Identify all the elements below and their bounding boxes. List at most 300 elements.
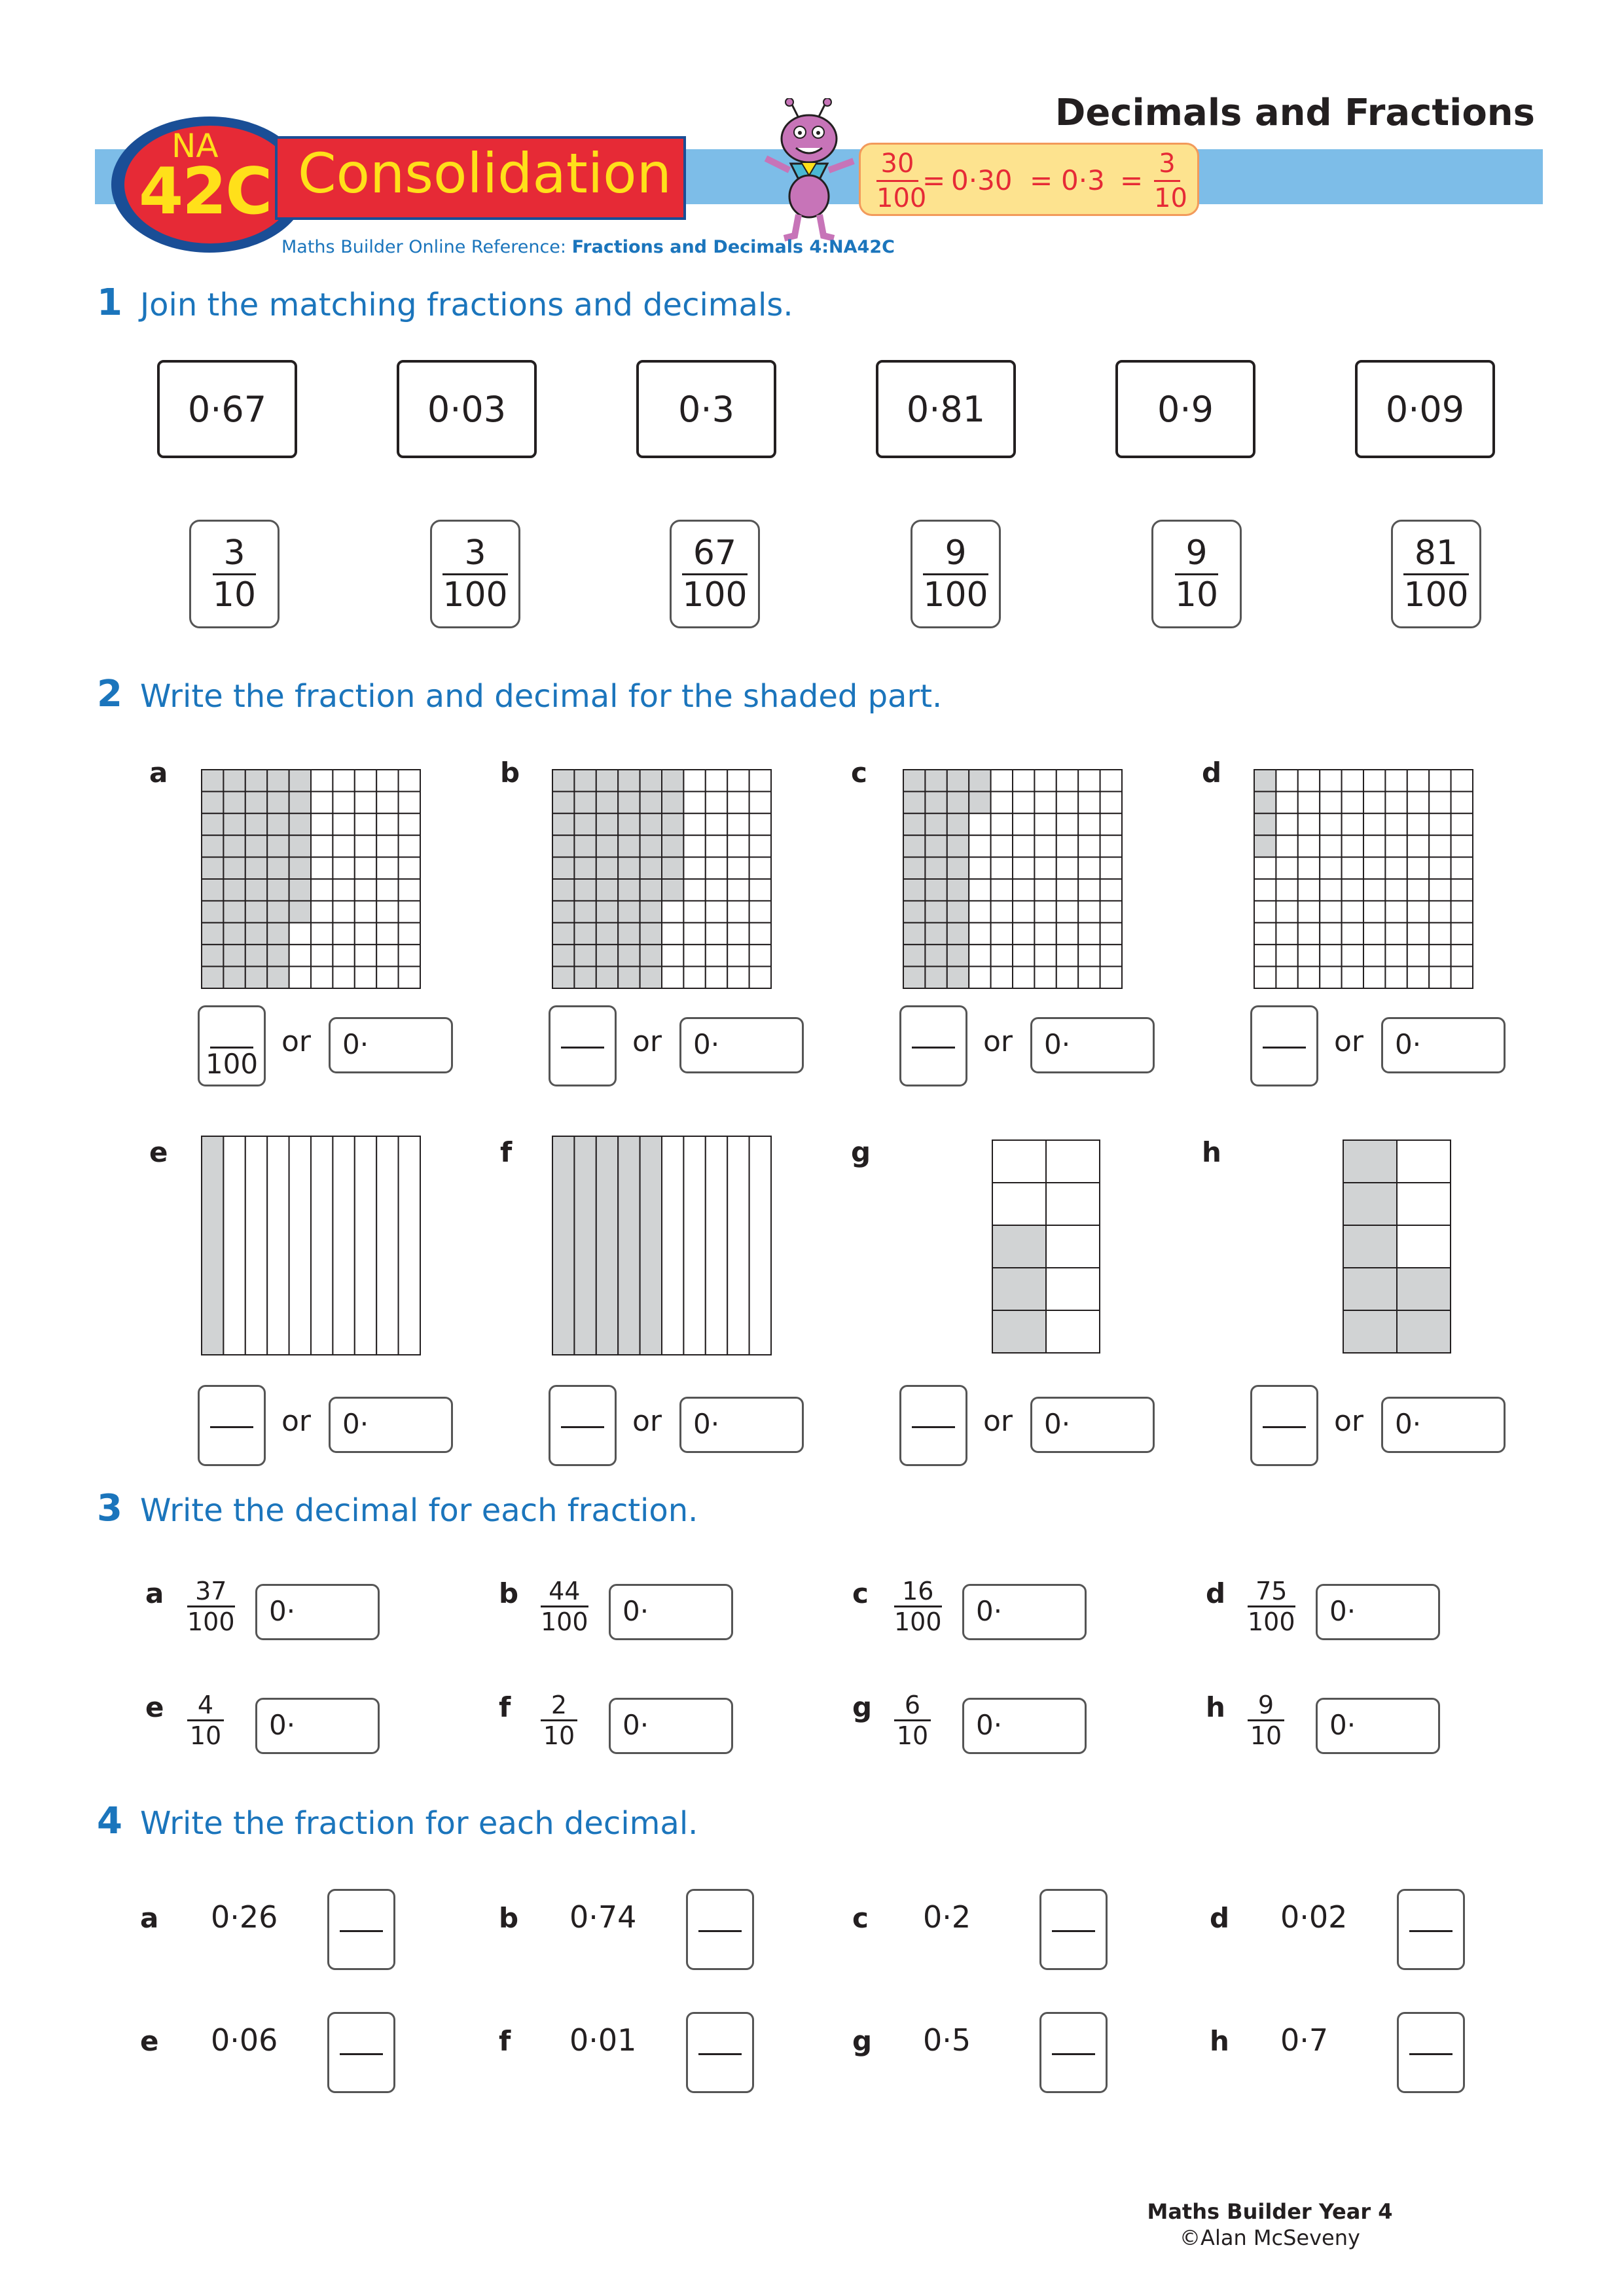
grid-cell xyxy=(1034,857,1056,879)
shaded-cell xyxy=(267,967,289,988)
grid-cell xyxy=(1056,857,1078,879)
fraction-numerator: 75 xyxy=(1255,1577,1288,1605)
grid-cell xyxy=(376,791,398,813)
grid-cell xyxy=(355,835,376,857)
fraction-answer-box[interactable] xyxy=(549,1385,617,1466)
monster-mascot-icon xyxy=(758,98,863,242)
shaded-cell xyxy=(1254,791,1276,813)
shaded-cell xyxy=(640,835,662,857)
decimal-answer-box[interactable]: 0· xyxy=(255,1584,380,1640)
shaded-cell xyxy=(202,791,223,813)
decimal-answer-box[interactable]: 0· xyxy=(609,1698,733,1754)
grid-cell xyxy=(289,944,311,966)
shaded-cell xyxy=(1343,1183,1397,1225)
shaded-cell xyxy=(267,791,289,813)
fraction-answer-box[interactable] xyxy=(899,1005,967,1086)
shaded-cell xyxy=(903,814,925,835)
shaded-cell xyxy=(947,770,969,791)
grid-cell xyxy=(1046,1310,1100,1353)
shaded-strip xyxy=(640,1136,662,1355)
grid-cell xyxy=(1342,944,1363,966)
grid-cell xyxy=(376,857,398,879)
grid-cell xyxy=(662,967,683,988)
shaded-cell xyxy=(245,944,267,966)
grid-cell xyxy=(969,901,990,922)
fraction-denominator: 100 xyxy=(187,1607,235,1636)
fraction xyxy=(187,1693,224,1748)
shaded-strip xyxy=(552,1136,574,1355)
fraction-numerator: 2 xyxy=(550,1691,568,1719)
decimal-answer-box[interactable]: 0· xyxy=(255,1698,380,1754)
shaded-cell xyxy=(202,835,223,857)
grid-cell xyxy=(311,967,333,988)
shaded-cell xyxy=(574,770,596,791)
grid-cell xyxy=(1385,770,1407,791)
grid-cell xyxy=(311,944,333,966)
shaded-cell xyxy=(596,814,618,835)
strip xyxy=(662,1136,683,1355)
decimal-answer-box[interactable]: 0· xyxy=(1030,1017,1155,1073)
decimal-card[interactable]: 0·09 xyxy=(1355,360,1495,458)
grid-cell xyxy=(376,879,398,901)
grid-cell xyxy=(1078,967,1100,988)
grid-cell xyxy=(1298,923,1320,944)
shaded-cell xyxy=(1254,835,1276,857)
or-label: or xyxy=(983,1405,1013,1438)
shaded-cell xyxy=(1343,1268,1397,1310)
shaded-cell xyxy=(640,791,662,813)
fraction-answer-box[interactable] xyxy=(198,1005,266,1086)
shaded-cell xyxy=(640,944,662,966)
grid-cell xyxy=(727,791,749,813)
grid-cell xyxy=(1407,967,1429,988)
fraction-bar xyxy=(1409,1930,1453,1932)
shaded-cell xyxy=(596,901,618,922)
equals-sign: = xyxy=(1030,164,1053,196)
fraction-numerator: 9 xyxy=(945,533,967,573)
grid-cell xyxy=(1451,857,1473,879)
fraction-answer-box[interactable] xyxy=(686,2012,754,2093)
grid-cell xyxy=(706,791,727,813)
grid-cell xyxy=(1100,879,1122,901)
shaded-cell xyxy=(640,901,662,922)
grid-cell xyxy=(683,901,705,922)
grid-cell xyxy=(1078,879,1100,901)
grid-cell xyxy=(1298,967,1320,988)
grid-cell xyxy=(1342,814,1363,835)
strip xyxy=(245,1136,267,1355)
fraction xyxy=(187,1579,235,1634)
strip xyxy=(333,1136,354,1355)
fraction-bar xyxy=(340,2053,383,2055)
shaded-cell xyxy=(552,879,574,901)
grid-cell xyxy=(376,835,398,857)
grid-cell xyxy=(289,967,311,988)
grid-cell xyxy=(749,857,771,879)
fraction-bar xyxy=(1263,1426,1306,1428)
grid-cell xyxy=(662,901,683,922)
grid-cell xyxy=(399,923,420,944)
grid-cell xyxy=(969,814,990,835)
shaded-cell xyxy=(574,835,596,857)
grid-cell xyxy=(1451,901,1473,922)
item-label: c xyxy=(852,1577,869,1609)
fraction-bar xyxy=(698,2053,742,2055)
grid-cell xyxy=(1429,791,1451,813)
grid-cell xyxy=(1320,835,1341,857)
fraction-bar xyxy=(210,1426,253,1428)
fraction-card[interactable] xyxy=(189,520,280,628)
grid-cell xyxy=(1034,835,1056,857)
grid-cell xyxy=(1100,857,1122,879)
shaded-cell xyxy=(662,835,683,857)
decimal-answer-box[interactable]: 0· xyxy=(1316,1584,1440,1640)
grid-cell xyxy=(683,879,705,901)
grid-cell xyxy=(1013,901,1034,922)
grid-cell xyxy=(1342,770,1363,791)
example-frac1-numerator: 30 xyxy=(880,149,914,179)
decimal-answer-box[interactable]: 0· xyxy=(329,1017,453,1073)
decimal-answer-box[interactable]: 0· xyxy=(329,1397,453,1453)
grid-cell xyxy=(1429,857,1451,879)
strip xyxy=(311,1136,333,1355)
grid-cell xyxy=(1056,944,1078,966)
grid-cell xyxy=(1276,770,1297,791)
fraction-denominator: 100 xyxy=(442,575,508,615)
shaded-cell xyxy=(552,835,574,857)
question-number: 3 xyxy=(97,1487,122,1530)
shaded-cell xyxy=(969,770,990,791)
shaded-cell xyxy=(903,901,925,922)
lesson-code: 42C xyxy=(139,154,272,229)
item-label: e xyxy=(140,2025,159,2057)
item-label: h xyxy=(1206,1691,1225,1723)
grid-cell xyxy=(1046,1140,1100,1183)
shaded-cell xyxy=(267,923,289,944)
fraction xyxy=(541,1579,588,1634)
fraction-denominator: 100 xyxy=(1248,1607,1295,1636)
fraction-numerator: 9 xyxy=(1185,533,1208,573)
shaded-cell xyxy=(947,835,969,857)
grid-cell xyxy=(1276,901,1297,922)
grid-cell xyxy=(1385,923,1407,944)
fraction-card[interactable] xyxy=(911,520,1001,628)
shaded-cell xyxy=(552,857,574,879)
grid-cell xyxy=(1078,814,1100,835)
shaded-cell xyxy=(267,770,289,791)
grid-cell xyxy=(1342,791,1363,813)
grid-cell xyxy=(1429,967,1451,988)
fraction-answer-box[interactable] xyxy=(1039,2012,1108,2093)
shaded-cell xyxy=(618,857,640,879)
grid-cell xyxy=(1298,901,1320,922)
grid-cell xyxy=(749,879,771,901)
grid-cell xyxy=(991,857,1013,879)
grid-cell xyxy=(1078,923,1100,944)
shaded-cell xyxy=(925,944,947,966)
page-title: Consolidation xyxy=(298,141,672,206)
shaded-cell xyxy=(640,857,662,879)
fraction-numerator: 3 xyxy=(223,533,245,573)
reference-link: Fractions and Decimals 4:NA42C xyxy=(571,237,895,257)
shaded-cell xyxy=(223,944,245,966)
fraction-denominator-hint: 100 xyxy=(205,1048,259,1080)
shaded-cell xyxy=(903,857,925,879)
grid-cell xyxy=(1407,791,1429,813)
fraction-denominator: 10 xyxy=(189,1721,222,1750)
grid-cell xyxy=(991,879,1013,901)
item-label: h xyxy=(1210,2025,1229,2057)
grid-cell xyxy=(1385,967,1407,988)
decimal-card[interactable]: 0·9 xyxy=(1115,360,1255,458)
grid-cell xyxy=(727,770,749,791)
decimal-answer-box[interactable]: 0· xyxy=(1030,1397,1155,1453)
grid-cell xyxy=(1429,814,1451,835)
grid-cell xyxy=(1320,857,1341,879)
grid-cell xyxy=(683,857,705,879)
question-number: 1 xyxy=(97,281,122,324)
fraction-card[interactable] xyxy=(1151,520,1242,628)
grid-cell xyxy=(1046,1225,1100,1268)
grid-cell xyxy=(1056,835,1078,857)
shaded-cell xyxy=(947,944,969,966)
shaded-cell xyxy=(202,901,223,922)
shaded-cell xyxy=(640,879,662,901)
decimal-answer-box[interactable]: 0· xyxy=(679,1017,804,1073)
shaded-cell xyxy=(245,923,267,944)
grid-cell xyxy=(969,967,990,988)
grid-cell xyxy=(1254,923,1276,944)
grid-cell xyxy=(289,923,311,944)
fraction-bar xyxy=(1263,1047,1306,1049)
grid-cell xyxy=(1429,923,1451,944)
fraction-answer-box[interactable] xyxy=(327,1889,395,1970)
grid-cell xyxy=(1363,944,1385,966)
grid-cell xyxy=(1407,879,1429,901)
shaded-cell xyxy=(202,857,223,879)
grid-cell xyxy=(1342,835,1363,857)
grid-cell xyxy=(1451,770,1473,791)
fraction-denominator: 10 xyxy=(212,575,257,615)
fraction-answer-box[interactable] xyxy=(327,2012,395,2093)
grid-cell xyxy=(683,814,705,835)
decimal-card[interactable]: 0·67 xyxy=(157,360,297,458)
grid-cell xyxy=(1100,791,1122,813)
shaded-cell xyxy=(618,923,640,944)
grid-cell xyxy=(355,857,376,879)
shaded-cell xyxy=(289,857,311,879)
grid-cell xyxy=(706,814,727,835)
strip xyxy=(267,1136,289,1355)
shaded-cell xyxy=(947,967,969,988)
shaded-cell xyxy=(992,1225,1046,1268)
grid-cell xyxy=(399,791,420,813)
fraction-denominator: 100 xyxy=(894,1607,942,1636)
grid-cell xyxy=(1078,770,1100,791)
grid-cell xyxy=(706,770,727,791)
grid-cell xyxy=(1056,923,1078,944)
strip xyxy=(223,1136,245,1355)
grid-cell xyxy=(991,770,1013,791)
fraction-answer-box[interactable] xyxy=(549,1005,617,1086)
grid-cell xyxy=(1100,770,1122,791)
grid-cell xyxy=(399,967,420,988)
fraction-card[interactable] xyxy=(670,520,760,628)
grid-cell xyxy=(749,770,771,791)
grid-cell xyxy=(706,923,727,944)
grid-cell xyxy=(683,791,705,813)
item-label: b xyxy=(499,1902,519,1934)
shaded-cell xyxy=(574,923,596,944)
grid-cell xyxy=(991,967,1013,988)
strip xyxy=(727,1136,749,1355)
shaded-cell xyxy=(245,835,267,857)
decimal-answer-box[interactable]: 0· xyxy=(1316,1698,1440,1754)
grid-cell xyxy=(1034,967,1056,988)
grid-cell xyxy=(1342,923,1363,944)
shaded-cell xyxy=(267,879,289,901)
grid-cell xyxy=(333,879,354,901)
fraction xyxy=(213,535,256,613)
fraction xyxy=(442,535,507,613)
grid-cell xyxy=(992,1183,1046,1225)
grid-cell xyxy=(311,835,333,857)
shaded-cell xyxy=(574,791,596,813)
grid-cell xyxy=(683,835,705,857)
grid-cell xyxy=(1276,967,1297,988)
shaded-strip xyxy=(596,1136,618,1355)
grid-cell xyxy=(991,901,1013,922)
grid-cell xyxy=(1298,835,1320,857)
decimal-card[interactable]: 0·3 xyxy=(636,360,776,458)
fraction-answer-box[interactable] xyxy=(1397,1889,1465,1970)
grid-cell xyxy=(749,835,771,857)
shaded-cell xyxy=(245,901,267,922)
grid-cell xyxy=(1298,944,1320,966)
fraction-numerator: 37 xyxy=(195,1577,227,1605)
equals-sign: = xyxy=(922,164,946,196)
footer-book-title: Maths Builder Year 4 xyxy=(1147,2199,1393,2224)
fraction-answer-box[interactable] xyxy=(1039,1889,1108,1970)
shaded-cell xyxy=(223,791,245,813)
or-label: or xyxy=(1334,1405,1364,1438)
strip xyxy=(376,1136,398,1355)
grid-cell xyxy=(1034,944,1056,966)
grid-cell xyxy=(1100,835,1122,857)
fraction-card[interactable] xyxy=(430,520,520,628)
grid-cell xyxy=(1276,923,1297,944)
fraction xyxy=(1175,535,1218,613)
grid-cell xyxy=(1397,1225,1451,1268)
decimal-answer-box[interactable]: 0· xyxy=(679,1397,804,1453)
grid-cell xyxy=(1013,923,1034,944)
grid-cell xyxy=(333,944,354,966)
fraction-numerator: 4 xyxy=(197,1691,214,1719)
grid-cell xyxy=(399,879,420,901)
shaded-cell xyxy=(618,791,640,813)
grid-cell xyxy=(1254,901,1276,922)
fraction-denominator: 100 xyxy=(541,1607,588,1636)
shaded-cell xyxy=(640,770,662,791)
hundred-grid xyxy=(551,768,772,990)
grid-cell xyxy=(662,944,683,966)
fraction-answer-box[interactable] xyxy=(1397,2012,1465,2093)
item-label: a xyxy=(140,1902,159,1934)
fraction-numerator: 81 xyxy=(1414,533,1458,573)
shaded-cell xyxy=(596,835,618,857)
grid-cell xyxy=(1298,770,1320,791)
decimal-answer-box[interactable]: 0· xyxy=(1381,1397,1506,1453)
grid-cell xyxy=(1385,791,1407,813)
shaded-cell xyxy=(552,770,574,791)
shaded-cell xyxy=(662,770,683,791)
decimal-card[interactable]: 0·81 xyxy=(876,360,1016,458)
shaded-cell xyxy=(202,879,223,901)
hundred-grid xyxy=(902,768,1123,990)
fraction-card[interactable] xyxy=(1391,520,1481,628)
grid-cell xyxy=(311,770,333,791)
fraction-answer-box[interactable] xyxy=(1250,1005,1318,1086)
decimal-value: 0·2 xyxy=(923,1899,971,1935)
shaded-cell xyxy=(202,923,223,944)
fraction-answer-box[interactable] xyxy=(198,1385,266,1466)
shaded-cell xyxy=(223,814,245,835)
fraction-answer-box[interactable] xyxy=(899,1385,967,1466)
grid-cell xyxy=(1276,791,1297,813)
grid-cell xyxy=(1056,879,1078,901)
item-label: d xyxy=(1210,1902,1230,1934)
fraction-answer-box[interactable] xyxy=(686,1889,754,1970)
decimal-answer-box[interactable]: 0· xyxy=(962,1584,1087,1640)
grid-cell xyxy=(1320,770,1341,791)
grid-cell xyxy=(333,923,354,944)
grid-cell xyxy=(1013,835,1034,857)
decimal-answer-box[interactable]: 0· xyxy=(1381,1017,1506,1073)
fraction-denominator: 100 xyxy=(682,575,748,615)
shaded-cell xyxy=(1254,770,1276,791)
shaded-cell xyxy=(925,967,947,988)
fraction-bar xyxy=(340,1930,383,1932)
fraction-bar xyxy=(561,1047,604,1049)
fraction-bar xyxy=(1052,2053,1095,2055)
grid-cell xyxy=(1342,857,1363,879)
decimal-answer-box[interactable]: 0· xyxy=(962,1698,1087,1754)
shaded-cell xyxy=(289,791,311,813)
fraction-answer-box[interactable] xyxy=(1250,1385,1318,1466)
grid-cell xyxy=(991,814,1013,835)
shaded-cell xyxy=(245,770,267,791)
or-label: or xyxy=(281,1025,312,1058)
shaded-strip xyxy=(202,1136,223,1355)
grid-cell xyxy=(355,901,376,922)
grid-cell xyxy=(1320,791,1341,813)
shaded-cell xyxy=(552,923,574,944)
item-label: f xyxy=(500,1136,513,1168)
shaded-cell xyxy=(640,923,662,944)
fraction-numerator: 16 xyxy=(902,1577,934,1605)
shaded-cell xyxy=(245,791,267,813)
fraction-bar xyxy=(912,1047,955,1049)
example-fraction-2 xyxy=(1154,149,1187,213)
decimal-answer-box[interactable]: 0· xyxy=(609,1584,733,1640)
shaded-cell xyxy=(992,1310,1046,1353)
question-number: 2 xyxy=(97,673,122,715)
grid-cell xyxy=(1320,879,1341,901)
grid-cell xyxy=(1078,944,1100,966)
grid-cell xyxy=(1046,1268,1100,1310)
decimal-card[interactable]: 0·03 xyxy=(397,360,537,458)
grid-cell xyxy=(727,879,749,901)
